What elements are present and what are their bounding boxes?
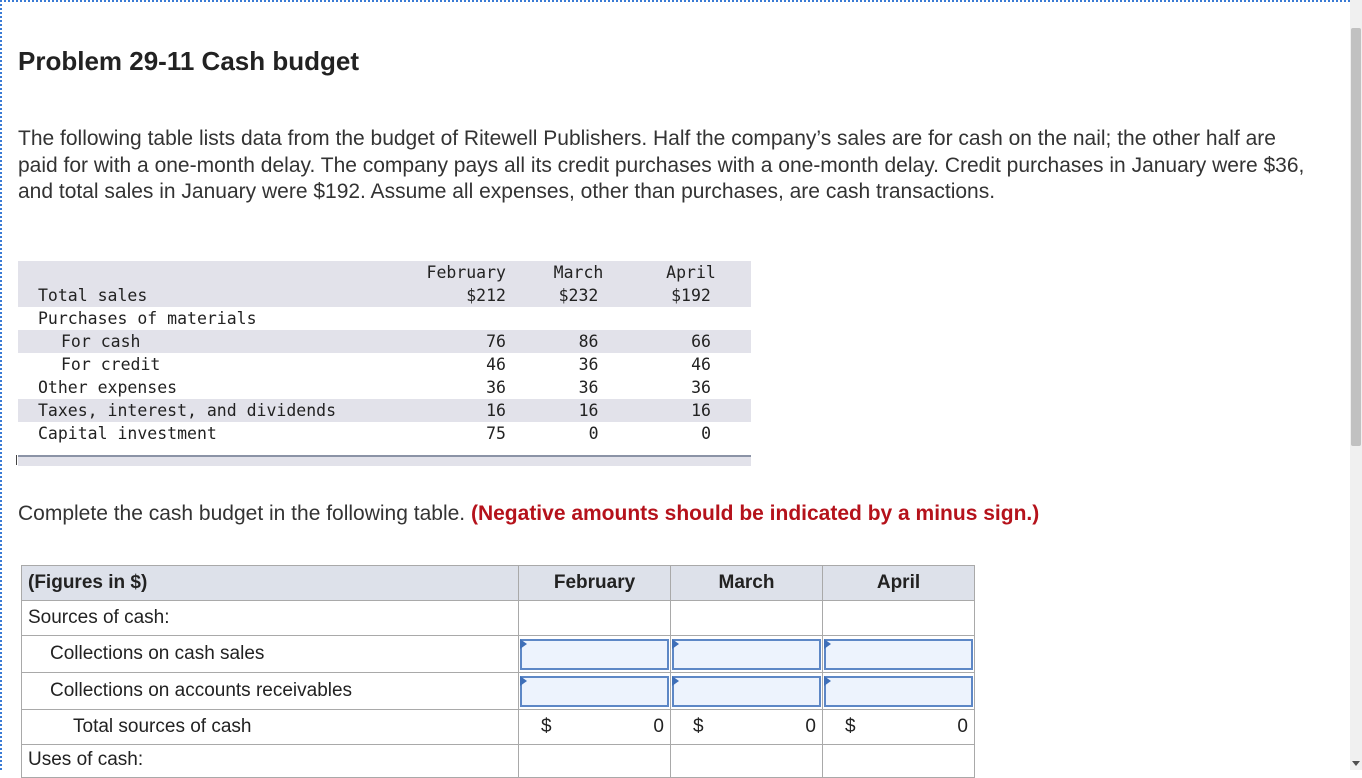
budget-row-label: Capital investment [38, 424, 217, 443]
collections-cash-sales-label: Collections on cash sales [22, 636, 519, 673]
scrollbar-thumb[interactable] [1351, 28, 1361, 446]
input-flag-icon [520, 639, 527, 649]
total-sources-apr [823, 710, 975, 745]
collections-cash-apr-input[interactable] [823, 636, 975, 673]
budget-cell: 66 [691, 332, 711, 351]
budget-row-label: For cash [18, 330, 386, 353]
budget-row [18, 330, 751, 353]
collections-ar-label: Collections on accounts receivables [22, 673, 519, 710]
page-title: Problem 29-11 Cash budget [18, 46, 359, 76]
currency-symbol: $ [541, 716, 552, 737]
budget-cell: $232 [526, 284, 631, 307]
frame-left-border [0, 0, 2, 770]
input-flag-icon [672, 676, 679, 686]
cash-budget-header-row [22, 566, 975, 601]
column-header-april: April [823, 566, 975, 601]
currency-symbol: $ [845, 716, 856, 737]
budget-header-row [18, 261, 751, 284]
total-value: 0 [957, 716, 968, 737]
budget-header-cell: February [386, 261, 526, 284]
total-value: 0 [805, 716, 816, 737]
budget-cell: 36 [691, 378, 711, 397]
collections-ar-feb-input[interactable] [519, 673, 671, 710]
column-header-march: March [671, 566, 823, 601]
budget-cell: 36 [578, 355, 599, 374]
budget-row [18, 376, 751, 399]
total-sources-mar [671, 710, 823, 745]
budget-row-label: Other expenses [38, 378, 178, 397]
budget-row-label: Purchases of materials [38, 309, 257, 328]
budget-header-cell: April [631, 261, 751, 284]
budget-row-label: For credit [61, 355, 161, 374]
collections-ar-mar-input[interactable] [671, 673, 823, 710]
input-flag-icon [520, 676, 527, 686]
budget-cell: 16 [386, 399, 526, 422]
total-value: 0 [653, 716, 664, 737]
budget-cell: 36 [578, 378, 599, 397]
figures-header: (Figures in $) [22, 566, 519, 601]
column-header-february: February [519, 566, 671, 601]
budget-row [18, 284, 751, 307]
instruction [18, 502, 1039, 526]
scrollbar[interactable] [1350, 0, 1362, 770]
input-flag-icon [672, 639, 679, 649]
budget-cell: 0 [701, 424, 711, 443]
budget-row-label: Taxes, interest, and dividends [18, 399, 386, 422]
table-row [22, 673, 975, 710]
budget-cell: $212 [386, 284, 526, 307]
collections-ar-apr-input[interactable] [823, 673, 975, 710]
table-row [22, 710, 975, 745]
cash-budget-table [21, 565, 975, 778]
budget-header-cell: March [526, 261, 631, 284]
budget-cell: 0 [588, 424, 599, 443]
scroll-down-icon[interactable] [1352, 761, 1360, 766]
currency-symbol: $ [693, 716, 704, 737]
instruction-emphasis: (Negative amounts should be indicated by a minus sign.) [470, 502, 1040, 525]
budget-cell: 16 [578, 401, 599, 420]
table-row [22, 601, 975, 636]
instruction-text: Complete the cash budget in the following table. [18, 502, 466, 525]
problem-description: The following table lists data from the budget of Ritewell Publishers. Half the company’s sales are for cash on the nail; the other half are paid for with a one-month delay. The company pays all its credit purchases with a one-month delay. Credit purchases in January were $36, and total sales in January were $192. Assume all expenses, other than purchases, are cash transactions. [18, 127, 1305, 203]
budget-cell: 86 [578, 332, 599, 351]
budget-cell: 75 [486, 424, 506, 443]
budget-cell: 36 [486, 378, 506, 397]
collections-cash-mar-input[interactable] [671, 636, 823, 673]
frame-top-border [0, 0, 1350, 2]
budget-row-label: Total sales [18, 284, 386, 307]
table-corner-tick [16, 455, 17, 465]
budget-cell: 76 [386, 330, 526, 353]
budget-row [18, 307, 751, 330]
collections-cash-feb-input[interactable] [519, 636, 671, 673]
input-flag-icon [824, 639, 831, 649]
budget-data-table [18, 261, 751, 445]
table-row [22, 745, 975, 778]
budget-row [18, 353, 751, 376]
budget-row [18, 422, 751, 445]
budget-table-footer [18, 455, 751, 466]
budget-cell: 46 [486, 355, 506, 374]
budget-cell: 46 [691, 355, 711, 374]
uses-of-cash-label: Uses of cash: [22, 745, 519, 778]
budget-cell: $192 [631, 284, 751, 307]
table-row [22, 636, 975, 673]
budget-cell: 16 [691, 401, 711, 420]
budget-row [18, 399, 751, 422]
total-sources-feb [519, 710, 671, 745]
total-sources-label: Total sources of cash [22, 710, 519, 745]
sources-of-cash-label: Sources of cash: [22, 601, 519, 636]
input-flag-icon [824, 676, 831, 686]
